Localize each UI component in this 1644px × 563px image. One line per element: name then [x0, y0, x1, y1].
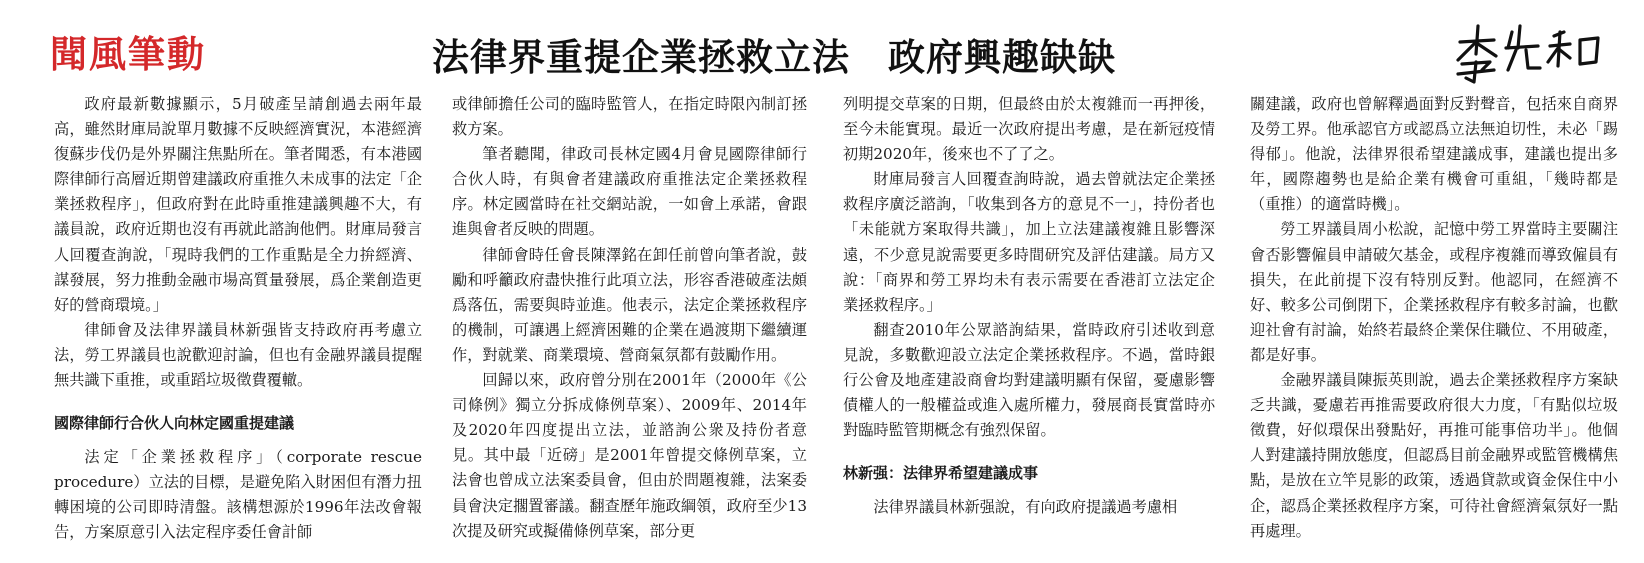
section-subheading: 國際律師行合伙人向林定國重提建議 — [54, 414, 295, 433]
paragraph: 律師會及法律界議員林新强皆支持政府再考慮立法，勞工界議員也說歡迎討論，但也有金融界議員提醒無共識下重推，或重蹈垃圾徵費覆轍。 — [54, 320, 422, 390]
headline: 法律界重提企業拯救立法 政府興趣缺缺 — [432, 36, 1116, 79]
paragraph: 金融界議員陳振英則說，過去企業拯救程序方案缺乏共識，憂慮若再推需要政府很大力度，「有點似垃圾徵費，好似環保出發點好，再推可能事倍功半」。他個人對建議持開放態度，但認爲目前金融界或監管機構焦點，是放在立竿見影的政策，透過貸款或資金保住中小企，認爲企業拯救程序方案，可待社會經濟氣氛好一點再處理。 — [1250, 371, 1618, 540]
paragraph: 法律界議員林新强說，有向政府提議過考慮相 — [873, 498, 1178, 517]
paragraph: 財庫局發言人回覆查詢時說，過去曾就法定企業拯救程序廣泛諮詢，「收集到各方的意見不一」，持份者也「未能就方案取得共識」，加上立法建議複雜且影響深遠，不少意見說需要更多時間研究及評估建議。局方又說：「商界和勞工界均未有表示需要在香港訂立法定企業拯救程序。」 — [843, 170, 1215, 314]
article-column-2 — [452, 92, 807, 547]
paragraph: 關建議，政府也曾解釋過面對反對聲音，包括來自商界及勞工界。他承認官方或認爲立法無迫切性，未必「踢得郁」。他說，法律界很希望建議成事，建議也提出多年，國際趨勢也是給企業有機會可重組，「幾時都是（重推）的適當時機」。 — [1250, 95, 1618, 214]
paragraph: 勞工界議員周小松說，記憶中勞工界當時主要關注會否影響僱員申請破欠基金，或程序複雜而導致僱員有損失，在此前提下沒有特別反對。他認同，在經濟不好、較多公司倒閉下，企業拯救程序有較多討論，也歡迎社會有討論，始終若最終企業保住職位、不用破產，都是好事。 — [1250, 220, 1618, 364]
article-column-3 — [843, 92, 1215, 547]
paragraph: 回歸以來，政府曾分別在2001年（2000年《公司條例》獨立分拆成條例草案）、2009年、2014年及2020年四度提出立法，並諮詢公衆及持份者意見。其中最「近磅」是2001年曾提交條例草案，立法會也曾成立法案委員會，但由於問題複雜，法案委員會決定擱置審議。翻查歷年施政綱領，政府至少13次提及研究或擬備條例草案，部分更 — [452, 371, 807, 540]
paragraph: 翻查2010年公眾諮詢結果，當時政府引述收到意見說，多數歡迎設立法定企業拯救程序。不過，當時銀行公會及地產建設商會均對建議明顯有保留，憂慮影響債權人的一般權益或進入處所權力，發展商長實當時亦對臨時監管期概念有強烈保留。 — [843, 320, 1215, 440]
article-column-4 — [1250, 92, 1618, 540]
column-name — [50, 30, 206, 80]
paragraph: 筆者聽聞，律政司長林定國4月會見國際律師行合伙人時，有與會者建議政府重推法定企業拯救程序。林定國當時在社交網站說，一如會上承諾，會跟進與會者反映的問題。 — [452, 145, 807, 239]
paragraph: 法定「企業拯救程序」（corporate rescue procedure）立法的目標，是避免陷入財困但有潛力扭轉困境的公司即時清盤。該構想源於1996年法改會報告，方案原意引入法定程序委任會計師 — [54, 448, 422, 542]
author-signature — [1446, 18, 1616, 88]
section-subheading: 林新强：法律界希望建議成事 — [843, 464, 1039, 483]
article-column-1 — [54, 92, 422, 547]
paragraph: 列明提交草案的日期，但最終由於太複雜而一再押後，至今未能實現。最近一次政府提出考慮，是在新冠疫情初期2020年，後來也不了了之。 — [843, 95, 1215, 164]
paragraph: 政府最新數據顯示，5月破產呈請創過去兩年最高，雖然財庫局說單月數據不反映經濟實況，本港經濟復蘇步伐仍是外界關注焦點所在。筆者聞悉，有本港國際律師行高層近期曾建議政府重推久未成事的法定「企業拯救程序」，但政府對在此時重推建議興趣不大，有議員說，政府近期也沒有再就此諮詢他們。財庫局發言人回覆查詢說，「現時我們的工作重點是全力拚經濟、謀發展，努力推動金融市場高質量發展，爲企業創造更好的營商環境。」 — [54, 95, 422, 314]
paragraph: 或律師擔任公司的臨時監管人，在指定時限內制訂拯救方案。 — [452, 95, 807, 139]
column-name-text: 聞風筆動 — [50, 33, 206, 76]
paragraph: 律師會時任會長陳澤銘在卸任前曾向筆者說，鼓勵和呼籲政府盡快推行此項立法，形容香港破產法頗爲落伍，需要與時並進。他表示，法定企業拯救程序的機制，可讓遇上經濟困難的企業在過渡期下繼續運作，對就業、商業環境、營商氣氛都有鼓勵作用。 — [452, 245, 807, 364]
